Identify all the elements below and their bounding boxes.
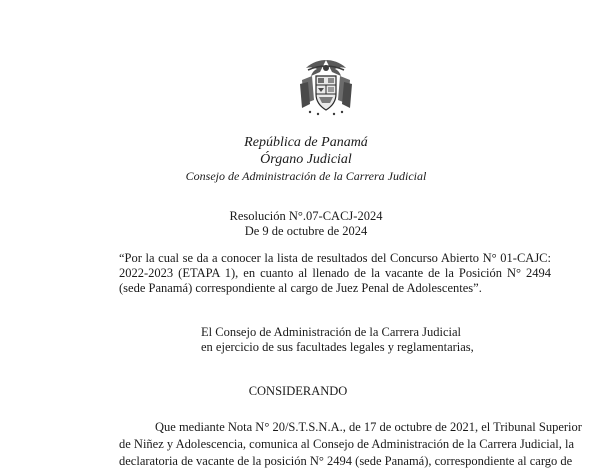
header-organ: Órgano Judicial — [260, 152, 352, 167]
resolution-number: Resolución N°.07-CACJ-2024 — [229, 209, 383, 223]
preamble-line-1: El Consejo de Administración de la Carrera Judicial — [201, 325, 461, 339]
body-line-2: de Niñez y Adolescencia, comunica al Consejo de Administración de la Carrera Judicial, la — [119, 437, 575, 451]
considerando-title: CONSIDERANDO — [248, 384, 348, 398]
resolution-summary: “Por la cual se da a conocer la lista de resultados del Concurso Abierto N° 01-CAJC: 2022-2023 (ETAPA 1), en cuanto al llenado de la vacante de la Posición N° 2494 (sede Panamá) correspondiente al cargo de Juez Penal de Adolescentes”. — [119, 251, 551, 295]
header-republic: República de Panamá — [244, 135, 368, 150]
body-line-3: declaratoria de vacante de la posición N° 2494 (sede Panamá), correspondiente al cargo de — [119, 454, 573, 468]
header-council: Consejo de Administración de la Carrera Judicial — [185, 169, 427, 183]
coat-of-arms-icon — [290, 56, 362, 120]
resolution-date: De 9 de octubre de 2024 — [244, 224, 368, 238]
preamble-line-2: en ejercicio de sus facultades legales y reglamentarias, — [201, 340, 474, 354]
body-line-1: Que mediante Nota N° 20/S.T.S.N.A., de 17 de octubre de 2021, el Tribunal Superior — [155, 420, 582, 434]
